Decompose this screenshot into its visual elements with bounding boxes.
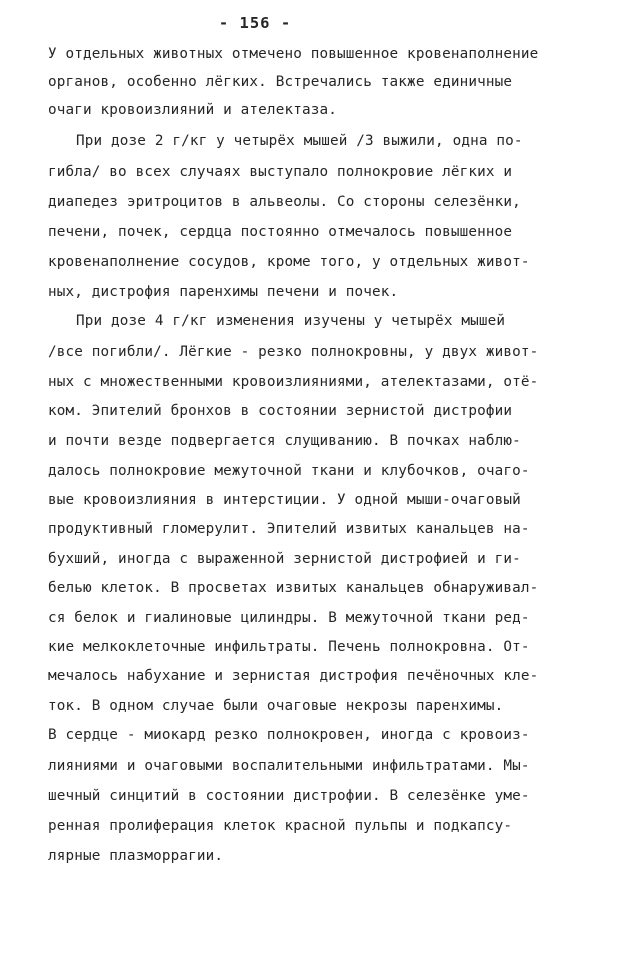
text-line: ных с множественными кровоизлияниями, ателектазами, отё- — [48, 374, 539, 390]
text-line: печени, почек, сердца постоянно отмечалось повышенное — [48, 224, 513, 240]
text-line: бухший, иногда с выраженной зернистой дистрофией и ги- — [48, 551, 521, 567]
text-line: белью клеток. В просветах извитых канальцев обнаруживал- — [48, 580, 539, 596]
text-line: ток. В одном случае были очаговые некрозы паренхимы. — [48, 698, 504, 714]
text-line: шечный синцитий в состоянии дистрофии. В селезёнке уме- — [48, 788, 530, 804]
text-line: /все погибли/. Лёгкие - резко полнокровны, у двух живот- — [48, 344, 539, 360]
text-line: очаги кровоизлияний и ателектаза. — [48, 102, 337, 118]
page-number: - 156 - — [218, 14, 292, 32]
text-line: мечалось набухание и зернистая дистрофия печёночных кле- — [48, 668, 539, 684]
text-line: В сердце - миокард резко полнокровен, иногда с кровоиз- — [48, 727, 530, 743]
text-line: ных, дистрофия паренхимы печени и почек. — [48, 284, 399, 300]
text-line: и почти везде подвергается слущиванию. В почках наблю- — [48, 433, 521, 449]
text-line: далось полнокровие межуточной ткани и клубочков, очаго- — [48, 463, 530, 479]
text-line: лияниями и очаговыми воспалительными инфильтратами. Мы- — [48, 758, 530, 774]
text-line: ренная пролиферация клеток красной пульпы и подкапсу- — [48, 818, 513, 834]
text-line: кровенаполнение сосудов, кроме того, у отдельных живот- — [48, 254, 530, 270]
text-line: продуктивный гломерулит. Эпителий извитых канальцев на- — [48, 521, 530, 537]
text-line: вые кровоизлияния в интерстиции. У одной мыши-очаговый — [48, 492, 521, 508]
paragraph-start-line: При дозе 2 г/кг у четырёх мышей /3 выжили, одна по- — [76, 133, 523, 149]
paragraph-start-line: При дозе 4 г/кг изменения изучены у четырёх мышей — [76, 313, 506, 329]
text-line: ся белок и гиалиновые цилиндры. В межуточной ткани ред- — [48, 610, 530, 626]
text-line: органов, особенно лёгких. Встречались также единичные — [48, 74, 513, 90]
text-line: лярные плазморрагии. — [48, 848, 224, 864]
text-line: диапедез эритроцитов в альвеолы. Со стороны селезёнки, — [48, 194, 521, 210]
text-line: ком. Эпителий бронхов в состоянии зернистой дистрофии — [48, 403, 513, 419]
text-line: У отдельных животных отмечено повышенное кровенаполнение — [48, 46, 539, 62]
text-line: гибла/ во всех случаях выступало полнокровие лёгких и — [48, 164, 513, 180]
text-line: кие мелкоклеточные инфильтраты. Печень полнокровна. От- — [48, 639, 530, 655]
